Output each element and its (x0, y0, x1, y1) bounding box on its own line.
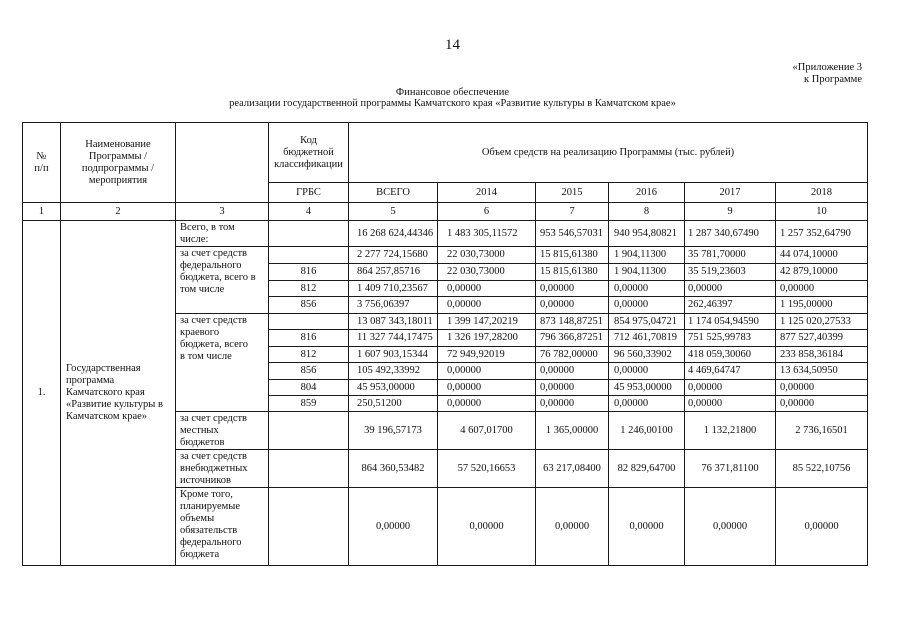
grbs-cell: 856 (269, 363, 349, 380)
value-2018: 0,00000 (776, 281, 868, 297)
column-number: 3 (176, 203, 269, 221)
document-title (0, 87, 905, 109)
value-2016: 96 560,33902 (609, 347, 685, 363)
value-total: 16 268 624,44346 (349, 221, 438, 247)
value-2016: 1 904,11300 (609, 247, 685, 264)
grbs-cell: 804 (269, 380, 349, 396)
program-name: Государственная программа Камчатского края «Развитие культуры в Камчатском крае» (61, 221, 176, 566)
value-2017: 0,00000 (685, 488, 776, 566)
value-2014: 22 030,73000 (438, 247, 536, 264)
value-2018: 85 522,10756 (776, 450, 868, 488)
header-code: Код бюджетной классификации (269, 123, 349, 183)
value-2014: 72 949,92019 (438, 347, 536, 363)
value-2016: 854 975,04721 (609, 314, 685, 330)
column-number: 10 (776, 203, 868, 221)
value-2014: 1 399 147,20219 (438, 314, 536, 330)
value-2016: 0,00000 (609, 363, 685, 380)
page-number: 14 (445, 37, 460, 53)
source-label: за счет средств внебюджетных источников (176, 450, 269, 488)
header-name: Наименование Программы / подпрограммы / мероприятия (61, 123, 176, 203)
value-2017: 262,46397 (685, 297, 776, 314)
value-2018: 0,00000 (776, 380, 868, 396)
grbs-cell (269, 450, 349, 488)
value-total: 1 409 710,23567 (349, 281, 438, 297)
header-year-2015: 2015 (536, 183, 609, 203)
value-2016: 940 954,80821 (609, 221, 685, 247)
value-total: 1 607 903,15344 (349, 347, 438, 363)
value-2015: 0,00000 (536, 363, 609, 380)
header-total: ВСЕГО (349, 183, 438, 203)
value-total: 864 360,53482 (349, 450, 438, 488)
value-2015: 63 217,08400 (536, 450, 609, 488)
value-2014: 1 326 197,28200 (438, 330, 536, 347)
value-2018: 0,00000 (776, 488, 868, 566)
value-2017: 418 059,30060 (685, 347, 776, 363)
value-2015: 0,00000 (536, 281, 609, 297)
appendix-line-1: «Приложение 3 (792, 62, 862, 73)
value-2015: 0,00000 (536, 396, 609, 412)
value-total: 11 327 744,17475 (349, 330, 438, 347)
value-2014: 1 483 305,11572 (438, 221, 536, 247)
value-2014: 0,00000 (438, 488, 536, 566)
appendix-note (793, 62, 862, 85)
value-2014: 0,00000 (438, 363, 536, 380)
value-2017: 35 519,23603 (685, 264, 776, 281)
value-2015: 1 365,00000 (536, 412, 609, 450)
column-number: 7 (536, 203, 609, 221)
value-2017: 0,00000 (685, 396, 776, 412)
value-total: 250,51200 (349, 396, 438, 412)
grbs-cell: 816 (269, 264, 349, 281)
value-total: 864 257,85716 (349, 264, 438, 281)
source-label: Кроме того, планируемые объемы обязательств федерального бюджета (176, 488, 269, 566)
value-2018: 877 527,40399 (776, 330, 868, 347)
value-total: 13 087 343,18011 (349, 314, 438, 330)
program-number: 1. (23, 221, 61, 566)
table-row (23, 221, 868, 247)
header-year-2014: 2014 (438, 183, 536, 203)
source-label: за счет средств краевого бюджета, всего в том числе (176, 314, 269, 412)
header-year-2018: 2018 (776, 183, 868, 203)
column-number: 8 (609, 203, 685, 221)
header-year-2017: 2017 (685, 183, 776, 203)
grbs-cell (269, 412, 349, 450)
value-total: 0,00000 (349, 488, 438, 566)
value-2014: 0,00000 (438, 396, 536, 412)
value-2017: 76 371,81100 (685, 450, 776, 488)
value-2017: 4 469,64747 (685, 363, 776, 380)
value-2017: 0,00000 (685, 380, 776, 396)
column-number: 5 (349, 203, 438, 221)
financing-table (22, 122, 868, 566)
header-volume: Объем средств на реализацию Программы (тыс. рублей) (349, 123, 868, 183)
column-number: 4 (269, 203, 349, 221)
header-year-2016: 2016 (609, 183, 685, 203)
value-2017: 1 287 340,67490 (685, 221, 776, 247)
value-2015: 76 782,00000 (536, 347, 609, 363)
header-num: № п/п (23, 123, 61, 203)
value-2017: 1 174 054,94590 (685, 314, 776, 330)
value-2018: 1 125 020,27533 (776, 314, 868, 330)
value-2018: 233 858,36184 (776, 347, 868, 363)
source-label: Всего, в том числе: (176, 221, 269, 247)
title-line-2: реализации государственной программы Камчатского края «Развитие культуры в Камчатском крае» (229, 98, 676, 109)
value-2015: 15 815,61380 (536, 264, 609, 281)
column-number: 9 (685, 203, 776, 221)
grbs-cell (269, 247, 349, 264)
value-2016: 45 953,00000 (609, 380, 685, 396)
value-2015: 0,00000 (536, 380, 609, 396)
value-total: 39 196,57173 (349, 412, 438, 450)
value-2017: 1 132,21800 (685, 412, 776, 450)
value-2017: 0,00000 (685, 281, 776, 297)
header-source (176, 123, 269, 203)
value-2015: 796 366,87251 (536, 330, 609, 347)
value-2016: 1 246,00100 (609, 412, 685, 450)
value-2014: 57 520,16653 (438, 450, 536, 488)
value-2017: 35 781,70000 (685, 247, 776, 264)
value-2014: 22 030,73000 (438, 264, 536, 281)
value-2015: 15 815,61380 (536, 247, 609, 264)
grbs-cell (269, 221, 349, 247)
value-total: 2 277 724,15680 (349, 247, 438, 264)
appendix-line-2: к Программе (804, 73, 862, 85)
value-2016: 0,00000 (609, 396, 685, 412)
value-2016: 0,00000 (609, 488, 685, 566)
value-total: 45 953,00000 (349, 380, 438, 396)
value-2016: 82 829,64700 (609, 450, 685, 488)
value-2017: 751 525,99783 (685, 330, 776, 347)
value-total: 3 756,06397 (349, 297, 438, 314)
value-2018: 0,00000 (776, 396, 868, 412)
value-2018: 2 736,16501 (776, 412, 868, 450)
value-2014: 4 607,01700 (438, 412, 536, 450)
value-2014: 0,00000 (438, 380, 536, 396)
grbs-cell: 859 (269, 396, 349, 412)
value-2018: 1 195,00000 (776, 297, 868, 314)
value-2018: 1 257 352,64790 (776, 221, 868, 247)
source-label: за счет средств местных бюджетов (176, 412, 269, 450)
value-2016: 1 904,11300 (609, 264, 685, 281)
value-2014: 0,00000 (438, 297, 536, 314)
title-line-1: Финансовое обеспечение (395, 87, 510, 98)
value-2016: 712 461,70819 (609, 330, 685, 347)
grbs-cell (269, 488, 349, 566)
column-numbers-row (23, 203, 868, 221)
grbs-cell: 856 (269, 297, 349, 314)
grbs-cell: 812 (269, 281, 349, 297)
grbs-cell: 816 (269, 330, 349, 347)
value-total: 105 492,33992 (349, 363, 438, 380)
value-2015: 0,00000 (536, 297, 609, 314)
value-2014: 0,00000 (438, 281, 536, 297)
header-row (23, 123, 868, 183)
value-2015: 873 148,87251 (536, 314, 609, 330)
value-2016: 0,00000 (609, 281, 685, 297)
grbs-cell: 812 (269, 347, 349, 363)
value-2015: 0,00000 (536, 488, 609, 566)
value-2018: 44 074,10000 (776, 247, 868, 264)
header-grbs: ГРБС (269, 183, 349, 203)
column-number: 1 (23, 203, 61, 221)
value-2018: 42 879,10000 (776, 264, 868, 281)
value-2018: 13 634,50950 (776, 363, 868, 380)
source-label: за счет средств федерального бюджета, всего в том числе (176, 247, 269, 314)
grbs-cell (269, 314, 349, 330)
column-number: 6 (438, 203, 536, 221)
value-2016: 0,00000 (609, 297, 685, 314)
column-number: 2 (61, 203, 176, 221)
value-2015: 953 546,57031 (536, 221, 609, 247)
